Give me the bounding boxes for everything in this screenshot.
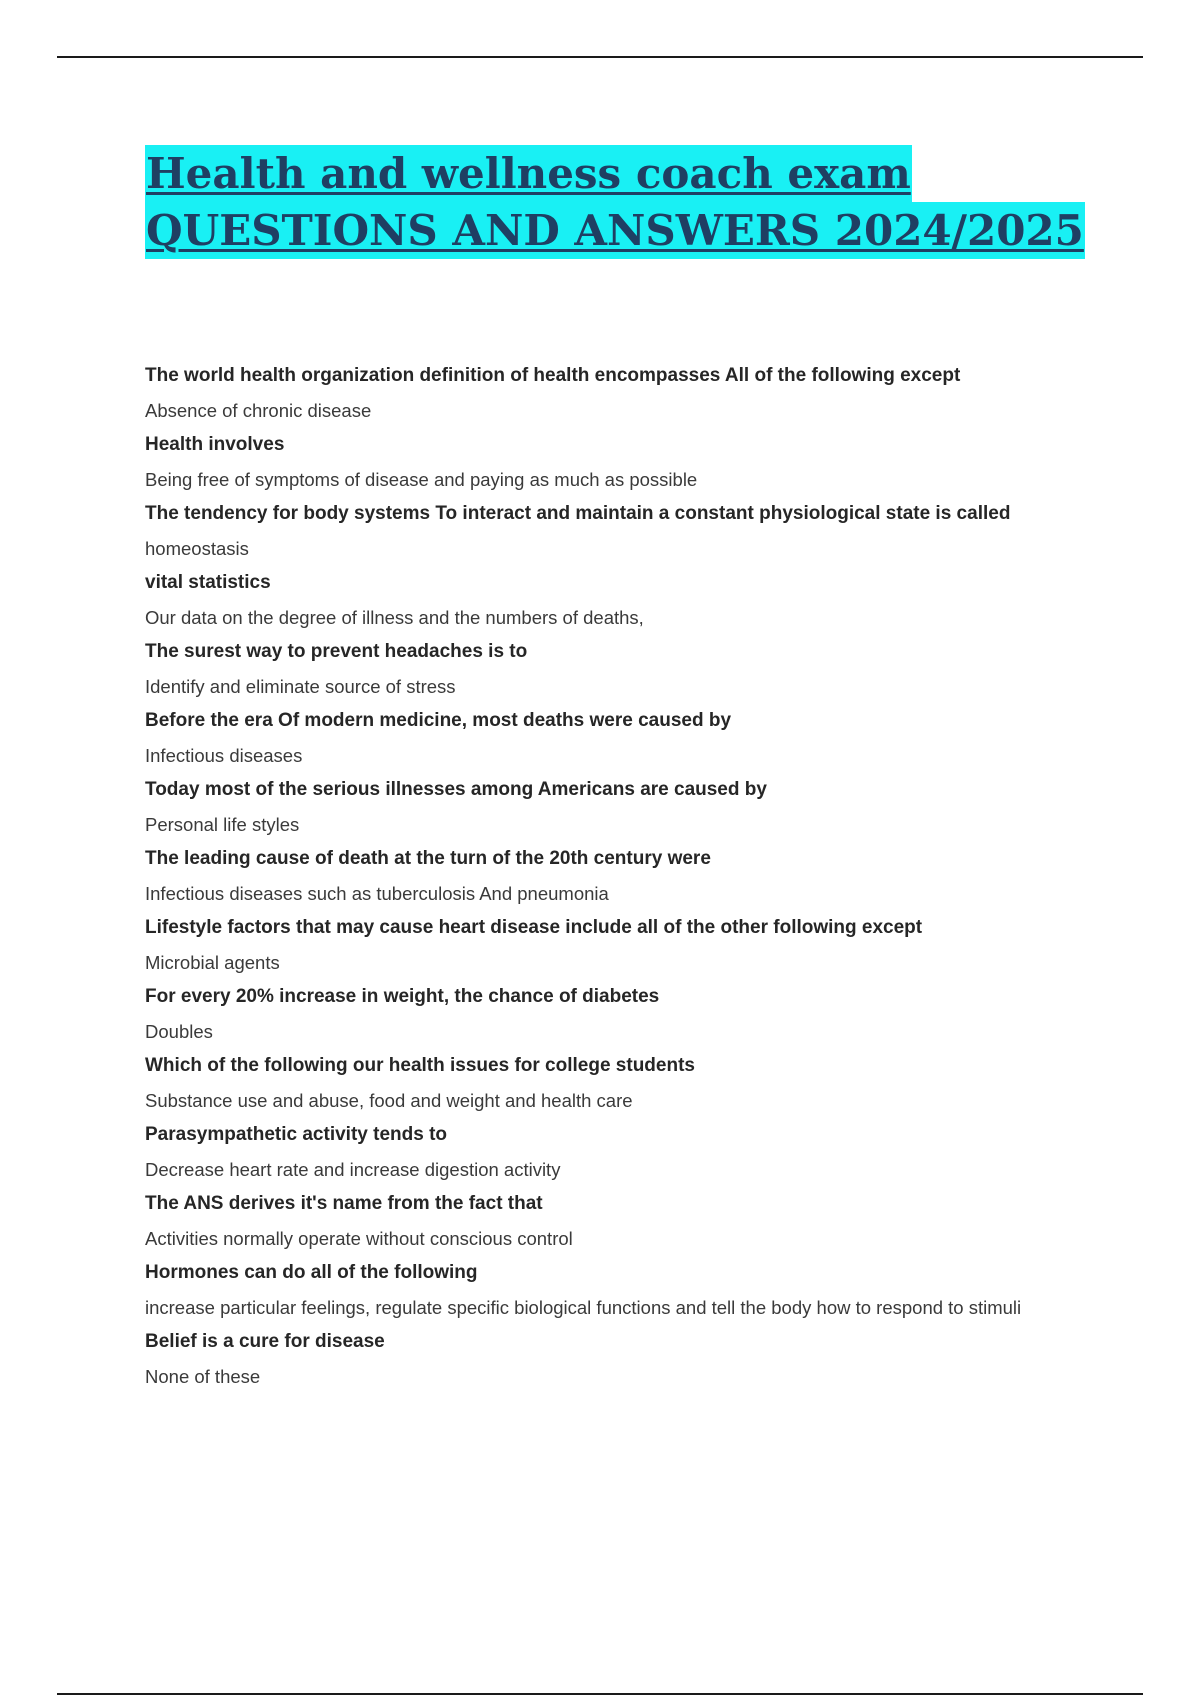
question-text: Lifestyle factors that may cause heart disease include all of the other following except xyxy=(145,917,923,938)
question-text: Which of the following our health issues for college students xyxy=(145,1055,695,1076)
question-text: Hormones can do all of the following xyxy=(145,1262,478,1283)
bottom-divider xyxy=(57,1693,1143,1695)
question-text: The leading cause of death at the turn of the 20th century were xyxy=(145,848,711,869)
top-divider xyxy=(57,56,1143,58)
document-title xyxy=(145,145,1105,259)
question-text: The ANS derives it's name from the fact that xyxy=(145,1193,543,1214)
qa-item xyxy=(145,842,1085,911)
question-text: Belief is a cure for disease xyxy=(145,1331,385,1352)
qa-item xyxy=(145,704,1085,773)
answer-text: Doubles xyxy=(145,1021,213,1042)
answer-text: Infectious diseases such as tuberculosis And pneumonia xyxy=(145,883,609,904)
question-text: The surest way to prevent headaches is to xyxy=(145,641,528,662)
qa-item xyxy=(145,1049,1085,1118)
title-line-2: QUESTIONS AND ANSWERS 2024/2025 xyxy=(145,202,1085,259)
qa-item xyxy=(145,359,1085,428)
qa-item xyxy=(145,1256,1085,1325)
title-line-1: Health and wellness coach exam xyxy=(145,145,912,202)
qa-item xyxy=(145,1118,1085,1187)
qa-list xyxy=(145,359,1085,1394)
qa-item xyxy=(145,566,1085,635)
answer-text: homeostasis xyxy=(145,538,249,559)
question-text: Before the era Of modern medicine, most deaths were caused by xyxy=(145,710,732,731)
qa-item xyxy=(145,1325,1085,1394)
qa-item xyxy=(145,1187,1085,1256)
question-text: Health involves xyxy=(145,434,285,455)
answer-text: increase particular feelings, regulate specific biological functions and tell the body how to respond to stimuli xyxy=(145,1297,1022,1318)
question-text: vital statistics xyxy=(145,572,271,593)
answer-text: Identify and eliminate source of stress xyxy=(145,676,456,697)
answer-text: Substance use and abuse, food and weight and health care xyxy=(145,1090,633,1111)
question-text: The tendency for body systems To interact and maintain a constant physiological state is called xyxy=(145,503,1011,524)
answer-text: Microbial agents xyxy=(145,952,280,973)
answer-text: Decrease heart rate and increase digestion activity xyxy=(145,1159,561,1180)
answer-text: Activities normally operate without conscious control xyxy=(145,1228,573,1249)
qa-item xyxy=(145,635,1085,704)
answer-text: Absence of chronic disease xyxy=(145,400,372,421)
answer-text: Being free of symptoms of disease and paying as much as possible xyxy=(145,469,698,490)
question-text: The world health organization definition of health encompasses All of the following except xyxy=(145,365,961,386)
qa-item xyxy=(145,773,1085,842)
answer-text: Infectious diseases xyxy=(145,745,303,766)
qa-item xyxy=(145,428,1085,497)
qa-item xyxy=(145,497,1085,566)
answer-text: None of these xyxy=(145,1366,261,1387)
question-text: Parasympathetic activity tends to xyxy=(145,1124,447,1145)
qa-item xyxy=(145,911,1085,980)
qa-item xyxy=(145,980,1085,1049)
question-text: Today most of the serious illnesses among Americans are caused by xyxy=(145,779,767,800)
answer-text: Our data on the degree of illness and the numbers of deaths, xyxy=(145,607,644,628)
question-text: For every 20% increase in weight, the chance of diabetes xyxy=(145,986,660,1007)
answer-text: Personal life styles xyxy=(145,814,300,835)
